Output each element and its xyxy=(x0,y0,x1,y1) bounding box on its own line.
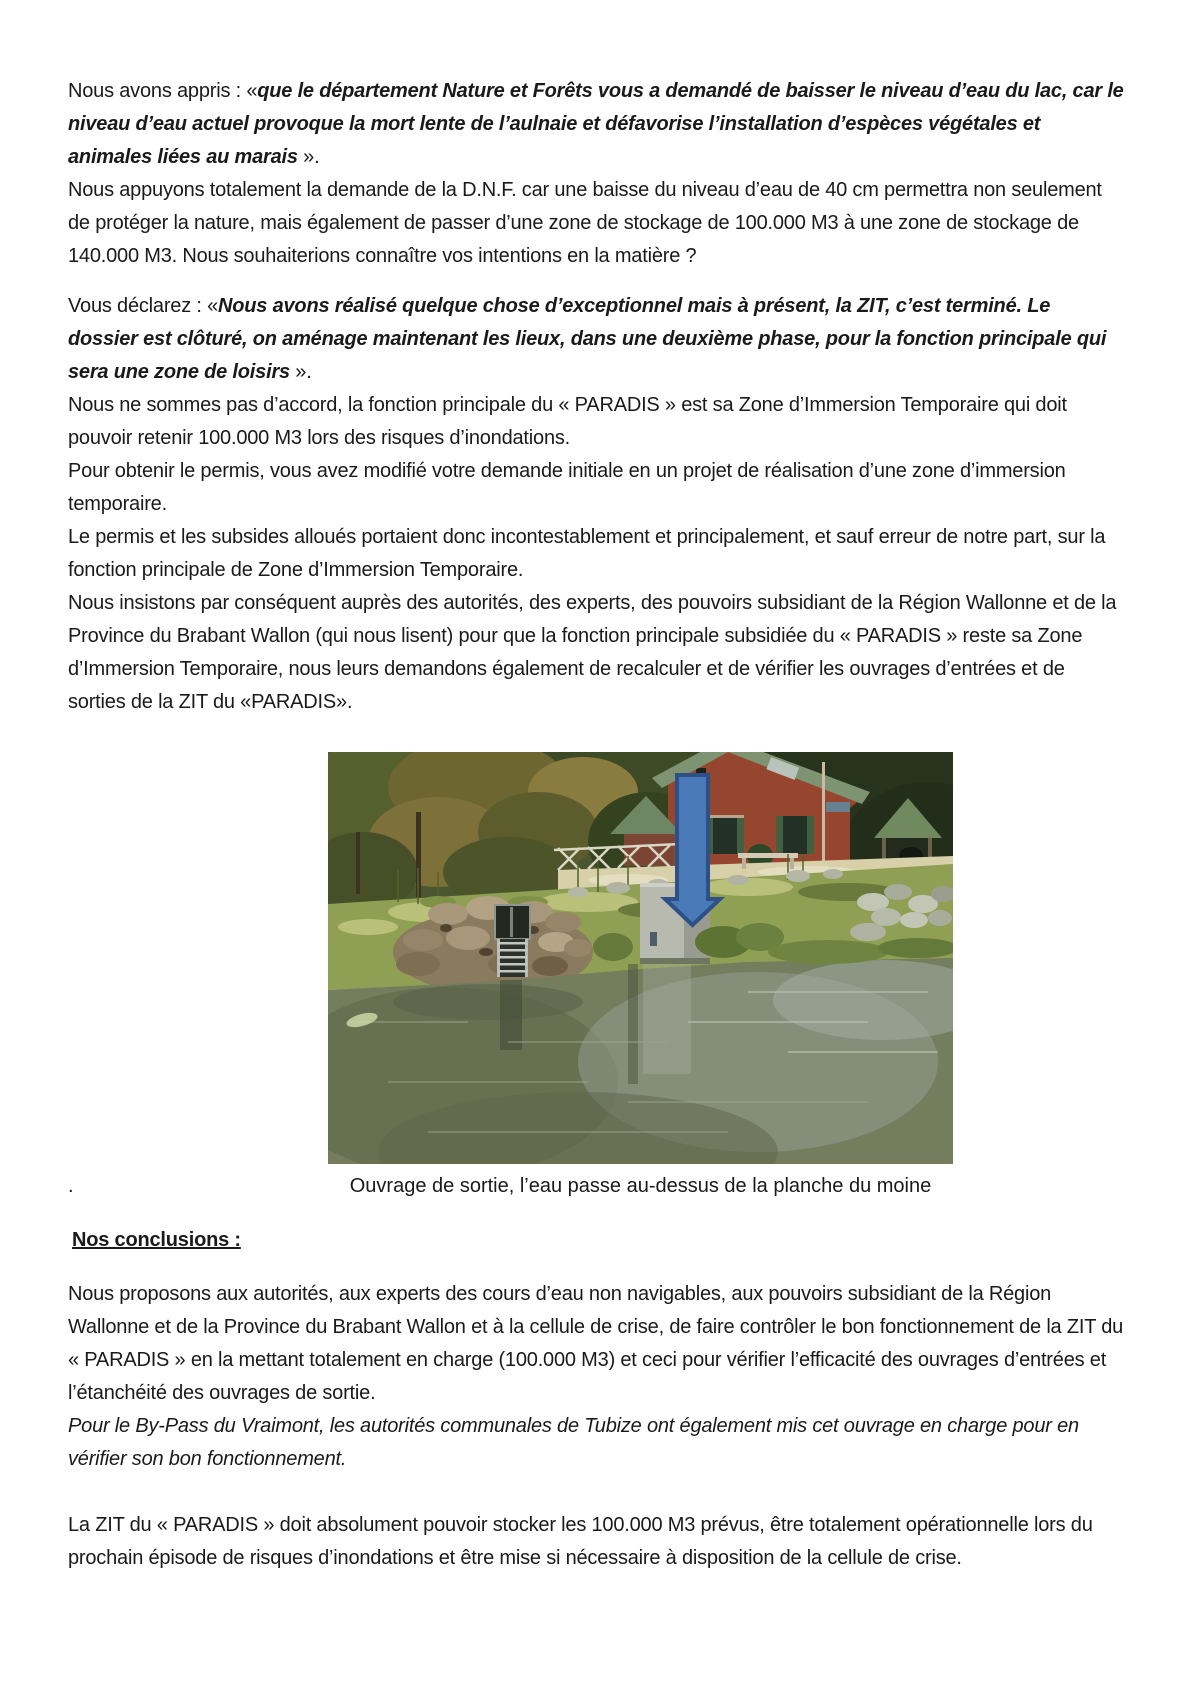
para-pas-daccord: Nous ne sommes pas d’accord, la fonction principale du « PARADIS » est sa Zone d’Immersion Temporaire qui doit pouvoir retenir 100.000 M3 lors des risques d’inondations. xyxy=(68,394,1067,449)
conclusions-heading: Nos conclusions : xyxy=(72,1229,241,1251)
para-declarez-quote: Nous avons réalisé quelque chose d’exceptionnel mais à présent, la ZIT, c’est terminé. Le dossier est clôturé, on aménage maintenant les lieux, dans une deuxième phase, pour la fonction principale qui sera une zone de loisirs xyxy=(68,295,1107,383)
para-zit-stocker: La ZIT du « PARADIS » doit absolument pouvoir stocker les 100.000 M3 prévus, être totalement opérationnelle lors du prochain épisode de risques d’inondations et être mise si nécessaire à disposition de la cellule de crise. xyxy=(68,1514,1093,1569)
para-nous-appuyons: Nous appuyons totalement la demande de la D.N.F. car une baisse du niveau d’eau de 40 cm permettra non seulement de protéger la nature, mais également de passer d’une zone de stockage de 100.000 M3 à une zone de stockage de 140.000 M3. Nous souhaiterions connaître vos intentions en la matière ? xyxy=(68,179,1102,267)
para-obtenir-permis: Pour obtenir le permis, vous avez modifié votre demande initiale en un projet de réalisation d’une zone d’immersion temporaire. xyxy=(68,460,1066,515)
para-appris-quote: que le département Nature et Forêts vous a demandé de baisser le niveau d’eau du lac, car le niveau d’eau actuel provoque la mort lente de l’aulnaie et défavorise l’installation d’espèces végétales et animales liées au marais xyxy=(68,80,1124,168)
para-nous-insistons: Nous insistons par conséquent auprès des autorités, des experts, des pouvoirs subsidiant de la Région Wallonne et de la Province du Brabant Wallon (qui nous lisent) pour que la fonction principale subsidiée du « PARADIS » reste sa Zone d’Immersion Temporaire, nous leurs demandons également de recalculer et de vérifier les ouvrages d’entrées et de sorties de la ZIT du «PARADIS». xyxy=(68,592,1117,713)
para-nous-proposons: Nous proposons aux autorités, aux experts des cours d’eau non navigables, aux pouvoirs subsidiant de la Région Wallonne et de la Province du Brabant Wallon et à la cellule de crise, de faire contrôler le bon fonctionnement de la ZIT du « PARADIS » en la mettant totalement en charge (100.000 M3) et ceci pour vérifier l’efficacité des ouvrages d’entrées et l’étanchéité des ouvrages de sortie. xyxy=(68,1283,1124,1404)
photo-ouvrage-sortie xyxy=(328,752,953,1164)
photo-caption-row xyxy=(68,1170,1124,1203)
para-vous-declarez xyxy=(68,290,1124,389)
para-appris-suffix: ». xyxy=(297,146,320,168)
photo-caption: Ouvrage de sortie, l’eau passe au-dessus de la planche du moine xyxy=(349,1175,932,1197)
para-nous-avons-appris xyxy=(68,75,1124,174)
para-declarez-prefix: Vous déclarez : « xyxy=(68,295,219,317)
pond-water xyxy=(328,958,953,1164)
para-bypass-vraimont: Pour le By-Pass du Vraimont, les autorités communales de Tubize ont également mis cet ouvrage en charge pour en vérifier son bon fonctionnement. xyxy=(68,1415,1079,1470)
para-declarez-suffix: ». xyxy=(289,361,312,383)
para-permis-subsides: Le permis et les subsides alloués portaient donc incontestablement et principalement, et sauf erreur de notre part, sur la fonction principale de Zone d’Immersion Temporaire. xyxy=(68,526,1106,581)
outlet-ladder-structure xyxy=(495,905,530,977)
caption-leading-dot: . xyxy=(68,1175,74,1197)
para-appris-prefix: Nous avons appris : « xyxy=(68,80,258,102)
